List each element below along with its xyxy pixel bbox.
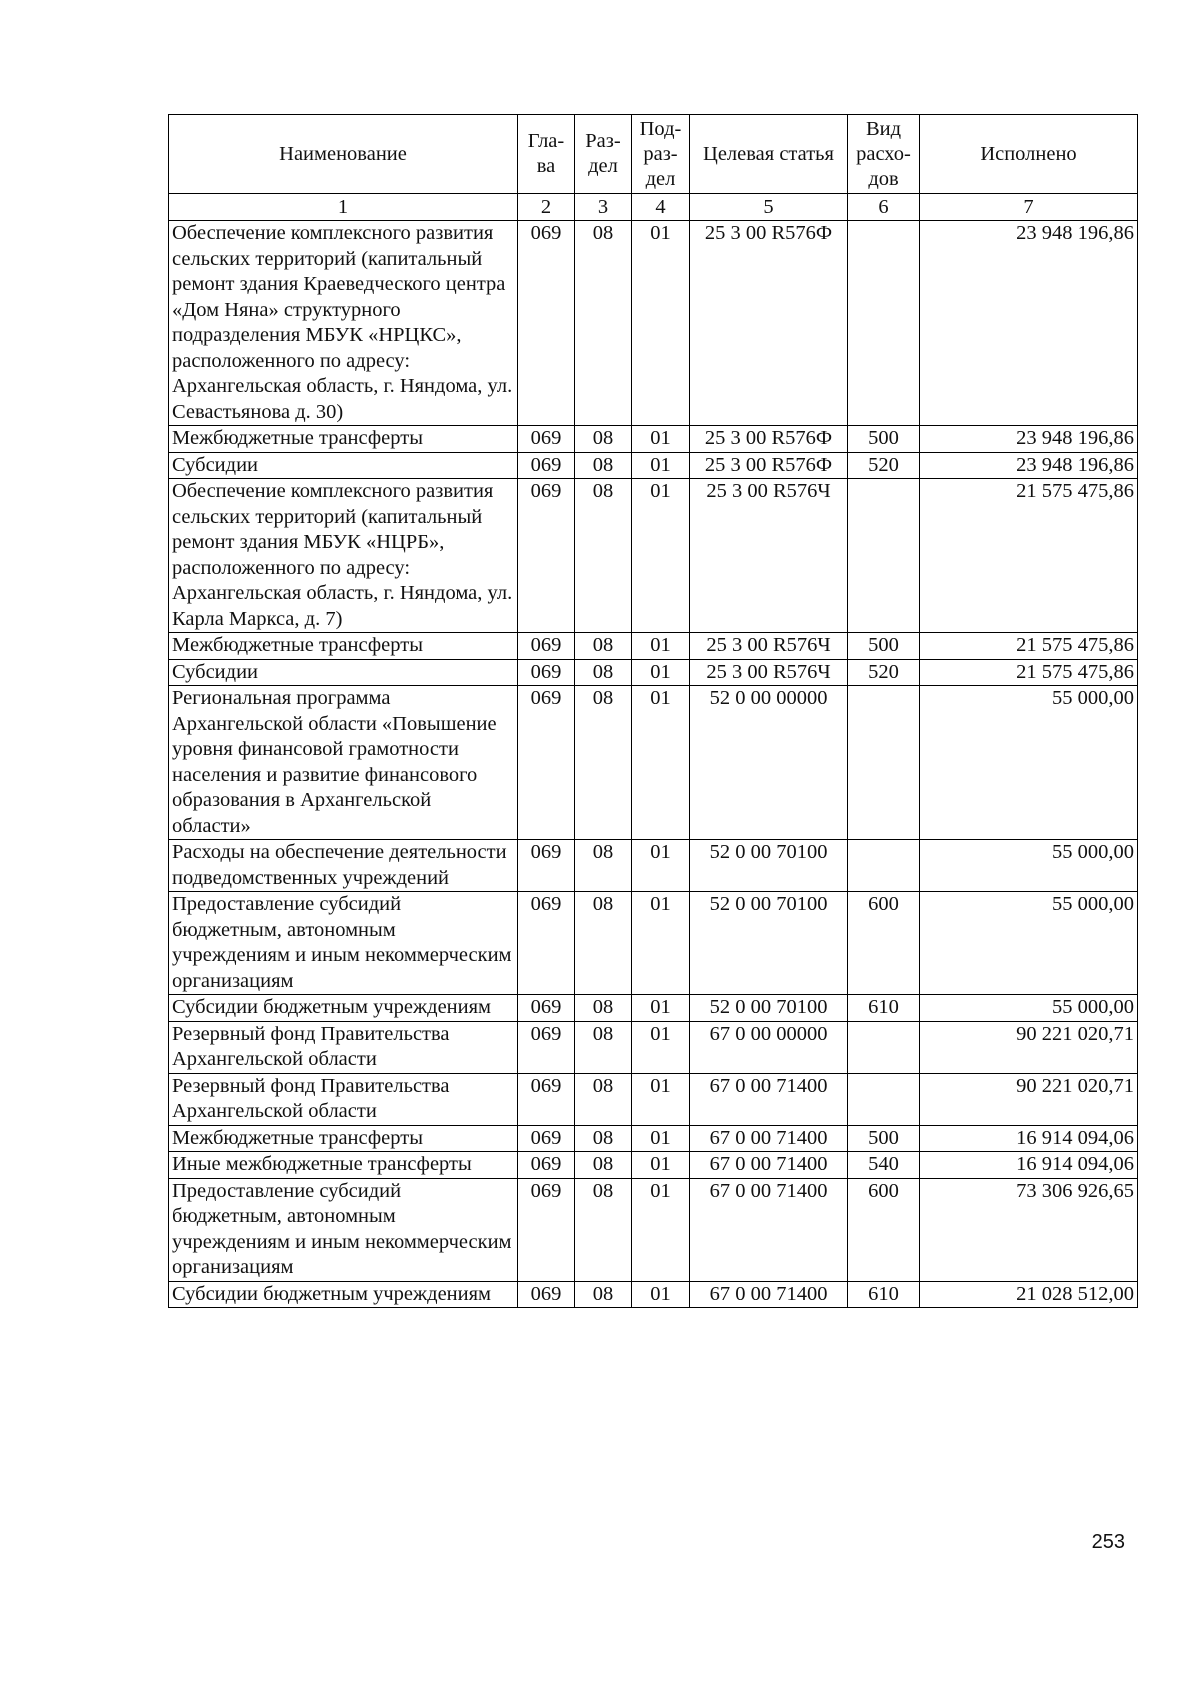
table-row [169, 659, 1138, 686]
column-number: 1 [169, 194, 518, 221]
row-name: Предоставление субсидий бюджетным, автономным учреждениям и иным некоммерческим организациям [169, 1178, 518, 1281]
row-glava: 069 [518, 892, 575, 995]
budget-table [168, 114, 1138, 1308]
row-expense-type: 600 [848, 1178, 920, 1281]
row-glava: 069 [518, 995, 575, 1022]
row-target-article: 67 0 00 71400 [690, 1073, 848, 1125]
row-target-article: 67 0 00 71400 [690, 1152, 848, 1179]
row-target-article: 52 0 00 70100 [690, 892, 848, 995]
table-row [169, 1125, 1138, 1152]
row-expense-type: 540 [848, 1152, 920, 1179]
row-name: Обеспечение комплексного развития сельских территорий (капитальный ремонт здания Краеведческого центра «Дом Няна» структурного подразделения МБУК «НРЦКС», расположенного по адресу: Архангельская область, г. Няндома, ул. Севастьянова д. 30) [169, 221, 518, 426]
row-glava: 069 [518, 840, 575, 892]
row-podrazdel: 01 [632, 479, 690, 633]
row-podrazdel: 01 [632, 1021, 690, 1073]
column-number: 6 [848, 194, 920, 221]
row-glava: 069 [518, 633, 575, 660]
table-row [169, 1281, 1138, 1308]
row-podrazdel: 01 [632, 995, 690, 1022]
row-amount: 90 221 020,71 [920, 1073, 1138, 1125]
row-target-article: 52 0 00 00000 [690, 686, 848, 840]
row-podrazdel: 01 [632, 452, 690, 479]
column-header-line: Вид [865, 117, 902, 140]
row-glava: 069 [518, 686, 575, 840]
row-expense-type: 610 [848, 1281, 920, 1308]
row-razdel: 08 [575, 686, 632, 840]
row-expense-type: 520 [848, 452, 920, 479]
row-razdel: 08 [575, 1178, 632, 1281]
row-podrazdel: 01 [632, 1073, 690, 1125]
row-glava: 069 [518, 1021, 575, 1073]
row-expense-type: 600 [848, 892, 920, 995]
row-target-article: 25 3 00 R576Ч [690, 633, 848, 660]
row-target-article: 25 3 00 R576Ф [690, 452, 848, 479]
table-row [169, 1021, 1138, 1073]
row-razdel: 08 [575, 840, 632, 892]
row-podrazdel: 01 [632, 221, 690, 426]
row-razdel: 08 [575, 659, 632, 686]
row-razdel: 08 [575, 1281, 632, 1308]
row-amount: 55 000,00 [920, 995, 1138, 1022]
row-name: Расходы на обеспечение деятельности подведомственных учреждений [169, 840, 518, 892]
page-number: 253 [1091, 1531, 1125, 1553]
column-header-line: дел [588, 155, 618, 177]
table-row [169, 1073, 1138, 1125]
row-glava: 069 [518, 479, 575, 633]
table-row [169, 1178, 1138, 1281]
column-header-line: Наименование [279, 142, 407, 165]
column-number: 4 [632, 194, 690, 221]
column-header [632, 115, 690, 194]
row-amount: 23 948 196,86 [920, 221, 1138, 426]
table-row [169, 892, 1138, 995]
row-amount: 73 306 926,65 [920, 1178, 1138, 1281]
table-row [169, 840, 1138, 892]
row-podrazdel: 01 [632, 840, 690, 892]
column-header [169, 115, 518, 194]
table-body [169, 221, 1138, 1308]
table-row [169, 452, 1138, 479]
row-expense-type: 500 [848, 633, 920, 660]
row-expense-type [848, 840, 920, 892]
row-razdel: 08 [575, 221, 632, 426]
row-name: Межбюджетные трансферты [169, 426, 518, 453]
column-number: 2 [518, 194, 575, 221]
row-target-article: 67 0 00 71400 [690, 1281, 848, 1308]
row-razdel: 08 [575, 1152, 632, 1179]
row-name: Обеспечение комплексного развития сельских территорий (капитальный ремонт здания МБУК «НЦРБ», расположенного по адресу: Архангельская область, г. Няндома, ул. Карла Маркса, д. 7) [169, 479, 518, 633]
row-razdel: 08 [575, 892, 632, 995]
row-glava: 069 [518, 1281, 575, 1308]
row-glava: 069 [518, 659, 575, 686]
row-name: Межбюджетные трансферты [169, 1125, 518, 1152]
row-razdel: 08 [575, 633, 632, 660]
row-podrazdel: 01 [632, 633, 690, 660]
table-row [169, 426, 1138, 453]
row-razdel: 08 [575, 479, 632, 633]
column-header-line: Раз- [585, 130, 621, 152]
column-header-line: расхо- [856, 142, 911, 165]
row-target-article: 25 3 00 R576Ф [690, 221, 848, 426]
row-expense-type: 610 [848, 995, 920, 1022]
table-row [169, 479, 1138, 633]
row-expense-type [848, 1073, 920, 1125]
row-amount: 21 575 475,86 [920, 633, 1138, 660]
row-razdel: 08 [575, 426, 632, 453]
row-target-article: 67 0 00 00000 [690, 1021, 848, 1073]
row-expense-type [848, 686, 920, 840]
column-number: 5 [690, 194, 848, 221]
row-name: Субсидии бюджетным учреждениям [169, 1281, 518, 1308]
column-header-line: дел [645, 167, 676, 190]
row-name: Предоставление субсидий бюджетным, автономным учреждениям и иным некоммерческим организациям [169, 892, 518, 995]
column-number: 3 [575, 194, 632, 221]
table-row [169, 995, 1138, 1022]
row-glava: 069 [518, 452, 575, 479]
row-target-article: 25 3 00 R576Ч [690, 659, 848, 686]
row-glava: 069 [518, 1073, 575, 1125]
column-header [920, 115, 1138, 194]
row-name: Резервный фонд Правительства Архангельской области [169, 1021, 518, 1073]
row-name: Субсидии [169, 452, 518, 479]
row-amount: 21 028 512,00 [920, 1281, 1138, 1308]
row-glava: 069 [518, 1152, 575, 1179]
row-amount: 55 000,00 [920, 840, 1138, 892]
row-podrazdel: 01 [632, 1178, 690, 1281]
column-header-line: дов [868, 167, 899, 190]
column-header-line: раз- [643, 142, 678, 165]
table-row [169, 633, 1138, 660]
row-target-article: 25 3 00 R576Ч [690, 479, 848, 633]
row-name: Субсидии бюджетным учреждениям [169, 995, 518, 1022]
row-razdel: 08 [575, 1021, 632, 1073]
row-name: Межбюджетные трансферты [169, 633, 518, 660]
column-header-line: Гла- [527, 130, 565, 152]
row-amount: 21 575 475,86 [920, 659, 1138, 686]
row-podrazdel: 01 [632, 1281, 690, 1308]
row-name: Региональная программа Архангельской области «Повышение уровня финансовой грамотности населения и развитие финансового образования в Архангельской области» [169, 686, 518, 840]
row-name: Резервный фонд Правительства Архангельской области [169, 1073, 518, 1125]
row-podrazdel: 01 [632, 686, 690, 840]
row-podrazdel: 01 [632, 1125, 690, 1152]
column-header-line: ва [536, 155, 556, 177]
table-row [169, 686, 1138, 840]
row-razdel: 08 [575, 995, 632, 1022]
column-header [690, 115, 848, 194]
row-target-article: 52 0 00 70100 [690, 840, 848, 892]
row-podrazdel: 01 [632, 426, 690, 453]
column-header [518, 115, 575, 194]
row-podrazdel: 01 [632, 659, 690, 686]
row-glava: 069 [518, 1178, 575, 1281]
row-target-article: 52 0 00 70100 [690, 995, 848, 1022]
table-row [169, 1152, 1138, 1179]
row-amount: 23 948 196,86 [920, 426, 1138, 453]
row-target-article: 67 0 00 71400 [690, 1178, 848, 1281]
row-amount: 55 000,00 [920, 892, 1138, 995]
row-expense-type: 500 [848, 426, 920, 453]
column-header-line: Целевая статья [703, 142, 834, 165]
column-header [575, 115, 632, 194]
row-name: Иные межбюджетные трансферты [169, 1152, 518, 1179]
row-podrazdel: 01 [632, 892, 690, 995]
table-header-row [169, 115, 1138, 194]
row-glava: 069 [518, 1125, 575, 1152]
row-name: Субсидии [169, 659, 518, 686]
table-row [169, 221, 1138, 426]
row-razdel: 08 [575, 452, 632, 479]
row-amount: 23 948 196,86 [920, 452, 1138, 479]
row-razdel: 08 [575, 1073, 632, 1125]
row-expense-type [848, 479, 920, 633]
column-header [848, 115, 920, 194]
row-expense-type [848, 221, 920, 426]
column-number: 7 [920, 194, 1138, 221]
row-expense-type: 500 [848, 1125, 920, 1152]
row-target-article: 67 0 00 71400 [690, 1125, 848, 1152]
row-razdel: 08 [575, 1125, 632, 1152]
row-glava: 069 [518, 221, 575, 426]
row-glava: 069 [518, 426, 575, 453]
row-amount: 16 914 094,06 [920, 1125, 1138, 1152]
row-expense-type: 520 [848, 659, 920, 686]
row-expense-type [848, 1021, 920, 1073]
row-amount: 90 221 020,71 [920, 1021, 1138, 1073]
row-podrazdel: 01 [632, 1152, 690, 1179]
column-header-line: Под- [639, 117, 682, 140]
column-header-line: Исполнено [980, 142, 1077, 165]
row-amount: 55 000,00 [920, 686, 1138, 840]
row-target-article: 25 3 00 R576Ф [690, 426, 848, 453]
row-amount: 21 575 475,86 [920, 479, 1138, 633]
column-number-row [169, 194, 1138, 221]
row-amount: 16 914 094,06 [920, 1152, 1138, 1179]
